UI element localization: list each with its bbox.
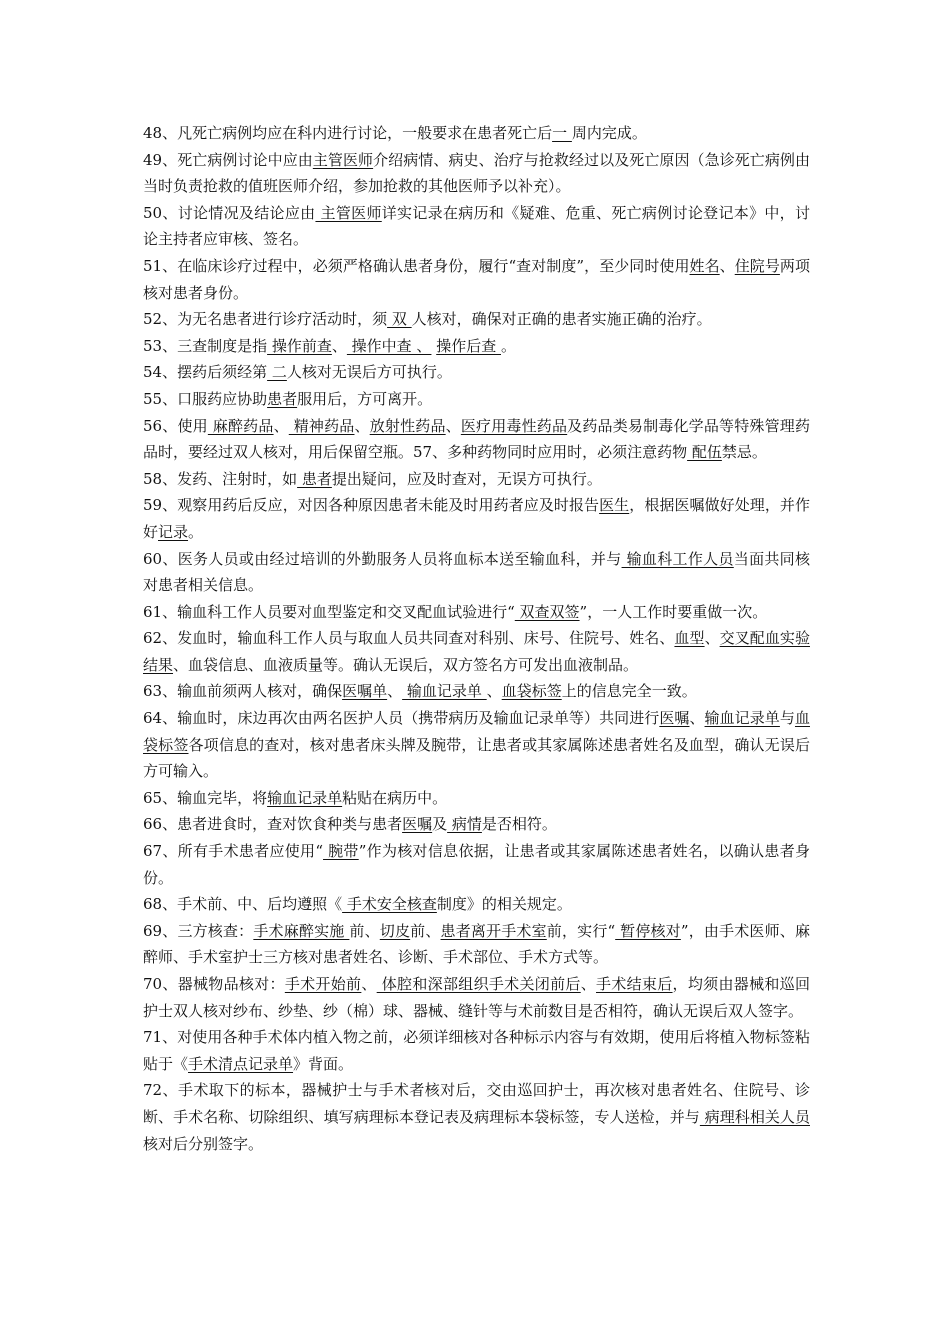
question-text: 人核对无误后方可执行。 — [286, 363, 452, 382]
question-item — [143, 306, 810, 333]
answer-blank: 手术开始前 — [284, 975, 362, 993]
question-text: 、 — [486, 682, 502, 701]
question-item — [143, 200, 810, 253]
question-item — [143, 359, 810, 386]
question-item — [143, 678, 810, 705]
question-item — [143, 918, 810, 971]
question-text: 55、口服药应协助 — [143, 389, 268, 408]
answer-blank: 医嘱单 — [342, 682, 388, 701]
answer-blank: 病理科相关人员 — [699, 1107, 810, 1126]
answer-blank: 腕带 — [323, 842, 359, 861]
question-item — [143, 147, 810, 200]
answer-blank: 操作中查 、 — [346, 336, 432, 355]
question-text: 禁忌。 — [721, 443, 767, 462]
question-item — [143, 253, 810, 306]
answer-blank: 输血记录单 — [267, 788, 343, 807]
answer-blank: 血型 — [674, 629, 705, 648]
answer-blank: 交叉配血实验结果 — [143, 629, 810, 674]
question-text: 当面共同核对患者相关信息。 — [143, 549, 810, 595]
question-item — [143, 546, 810, 599]
question-text: 69、三方核查： — [143, 921, 254, 940]
answer-blank: 主管医师 — [315, 203, 382, 222]
question-text: 各项信息的查对，核对患者床头牌及腕带，让患者或其家属陈述患者姓名及血型，确认无误后方可输入。 — [143, 735, 810, 781]
question-text: 、 — [704, 629, 720, 648]
question-text: 服用后，方可离开。 — [297, 389, 433, 408]
question-text: 51、在临床诊疗过程中，必须严格确认患者身份，履行“查对制度”，至少同时使用 — [143, 256, 690, 275]
answer-blank: 精神药品 — [288, 416, 355, 435]
answer-blank: 主管医师 — [312, 150, 374, 169]
answer-blank: 手术麻醉实施 — [253, 921, 350, 940]
question-item — [143, 466, 810, 493]
question-item — [143, 785, 810, 812]
answer-blank: 体腔和深部组织手术关闭前后 — [376, 975, 581, 993]
question-text: 、 — [354, 416, 370, 435]
answer-blank: 血袋标签 — [143, 709, 810, 754]
answer-blank: 患者离开手术室 — [440, 921, 547, 940]
question-text: 介绍病情、病史、治疗与抢救经过以及死亡原因（急诊死亡病例由当时负责抢救的值班医师介绍，参加抢救的其他医师予以补充）。 — [143, 150, 810, 196]
answer-blank: 双查双签 — [514, 602, 580, 621]
question-text: 61、输血科工作人员要对血型鉴定和交叉配血试验进行“ — [143, 602, 515, 621]
question-item — [143, 891, 810, 918]
answer-blank: 血袋标签 — [501, 682, 562, 701]
answer-blank: 医生 — [599, 496, 630, 515]
question-text: 、 — [273, 416, 289, 435]
question-item — [143, 1077, 810, 1157]
question-text: 上的信息完全一致。 — [561, 682, 697, 701]
question-text: 58、发药、注射时，如 — [143, 469, 298, 488]
question-text: 、 — [361, 975, 377, 993]
question-item — [143, 413, 810, 466]
question-text: 68、手术前、中、后均遵照《 — [143, 895, 343, 914]
question-item — [143, 971, 810, 1024]
question-text: 粘贴在病历中。 — [342, 788, 448, 807]
question-text: 详实记录在病历和《疑难、危重、死亡病例讨论登记本》中，讨论主持者应审核、签名。 — [143, 203, 810, 249]
question-text: 62、发血时，输血科工作人员与取血人员共同查对科别、床号、住院号、姓名、 — [143, 629, 675, 648]
question-item — [143, 1024, 810, 1077]
answer-blank: 配伍 — [687, 443, 722, 462]
question-text: 67、所有手术患者应使用“ — [143, 842, 324, 861]
question-text: 60、医务人员或由经过培训的外勤服务人员将血标本送至输血科，并与 — [143, 549, 622, 568]
answer-blank: 记录 — [158, 522, 189, 541]
answer-blank: 医嘱 — [402, 815, 433, 834]
question-text: 56、使用 — [143, 416, 208, 435]
answer-blank: 患者 — [297, 469, 332, 488]
question-text: 65、输血完毕，将 — [143, 788, 268, 807]
question-text: 66、患者进食时，查对饮食种类与患者 — [143, 815, 403, 834]
question-text: 核对后分别签字。 — [143, 1134, 264, 1153]
answer-blank: 手术安全核查 — [342, 895, 437, 914]
question-item — [143, 838, 810, 891]
question-text: 71、对使用各种手术体内植入物之前，必须详细核对各种标示内容与有效期，使用后将植入物标签粘贴于《 — [143, 1028, 810, 1073]
question-item — [143, 811, 810, 838]
question-text: 前、 — [410, 921, 441, 940]
question-text: 59、观察用药后反应，对因各种原因患者未能及时用药者应及时报告 — [143, 496, 600, 515]
answer-blank: 二 — [267, 363, 287, 382]
question-text: 与 — [779, 709, 795, 728]
answer-blank: 手术清点记录单 — [188, 1054, 294, 1073]
answer-blank: 操作前查 — [267, 336, 332, 355]
question-text: 》背面。 — [293, 1054, 354, 1073]
answer-blank: 双 — [387, 310, 412, 329]
question-text: 、 — [689, 709, 705, 728]
question-text: 周内完成。 — [571, 124, 647, 142]
question-text: ，均须由器械和巡回护士双人核对纱布、纱垫、纱（棉）球、器械、缝针等与术前数目是否相符，确认无误后双人签字。 — [143, 975, 810, 1020]
question-text: ，根据医嘱做好处理，并作好 — [143, 496, 810, 541]
question-text: ”作为核对信息依据，让患者或其家属陈述患者姓名，以确认患者身份。 — [143, 842, 810, 887]
question-text: 、血袋信息、血液质量等。确认无误后，双方签名方可发出血液制品。 — [173, 655, 639, 674]
question-text: 及药品类易制毒化学品等特殊管理药品时，要经过双人核对，用后保留空瓶。57、多种药物同时应用时，必须注意药物 — [143, 416, 810, 462]
question-text: 72、手术取下的标本，器械护士与手术者核对后，交由巡回护士，再次核对患者姓名、住院号、诊断、手术名称、切除组织、填写病理标本登记表及病理标本袋标签，专人送检，并与 — [143, 1081, 810, 1126]
answer-blank: 输血记录单 — [704, 709, 780, 728]
question-text: 54、摆药后须经第 — [143, 363, 268, 382]
answer-blank: 操作后查 — [436, 336, 501, 355]
question-text: ”，由手术医师、麻醉师、手术室护士三方核对患者姓名、诊断、手术部位、手术方式等。 — [143, 921, 810, 967]
question-text: 制度》的相关规定。 — [436, 895, 572, 914]
question-text: 49、死亡病例讨论中应由 — [143, 150, 313, 169]
answer-blank: 暂停核对 — [615, 921, 681, 940]
question-text: 48、凡死亡病例均应在科内进行讨论，一般要求在患者死亡后 — [143, 124, 553, 142]
answer-blank: 医疗用毒性药品 — [460, 416, 568, 435]
question-text: 50、讨论情况及结论应由 — [143, 203, 316, 222]
question-text: 前，实行“ — [546, 921, 616, 940]
question-text: 53、三查制度是指 — [143, 336, 268, 355]
question-item — [143, 625, 810, 678]
answer-blank: 放射性药品 — [369, 416, 446, 435]
answer-blank: 输血记录单 — [402, 682, 487, 701]
question-text: 、 — [580, 975, 597, 993]
question-text: ”，一人工作时要重做一次。 — [579, 602, 768, 621]
question-text: 两项核对患者身份。 — [143, 256, 810, 302]
document-body — [143, 120, 810, 1157]
question-text: 。 — [188, 522, 204, 541]
question-item — [143, 492, 810, 545]
question-text: 前、 — [349, 921, 380, 940]
question-text: 64、输血时，床边再次由两名医护人员（携带病历及输血记录单等）共同进行 — [143, 709, 660, 728]
answer-blank: 住院号 — [734, 256, 780, 275]
question-text: 70、器械物品核对： — [143, 975, 285, 993]
question-item — [143, 333, 810, 360]
question-text: 。 — [501, 336, 517, 355]
answer-blank: 麻醉药品 — [207, 416, 274, 435]
question-item — [143, 120, 810, 147]
question-text: 人核对，确保对正确的患者实施正确的治疗。 — [411, 310, 712, 329]
question-text: 、 — [387, 682, 403, 701]
answer-blank: 患者 — [267, 389, 298, 408]
question-text: 、 — [331, 336, 347, 355]
question-text: 提出疑问，应及时查对，无误方可执行。 — [331, 469, 602, 488]
question-item — [143, 705, 810, 785]
question-item — [143, 386, 810, 413]
question-text: 、 — [445, 416, 461, 435]
answer-blank: 姓名 — [689, 256, 720, 275]
answer-blank: 手术结束后 — [596, 975, 673, 993]
answer-blank: 输血科工作人员 — [621, 549, 734, 568]
question-text: 、 — [719, 256, 735, 275]
question-text: 52、为无名患者进行诊疗活动时，须 — [143, 310, 388, 329]
answer-blank: 一 — [552, 124, 572, 142]
question-text: 63、输血前须两人核对，确保 — [143, 682, 343, 701]
question-text: 是否相符。 — [481, 815, 557, 834]
answer-blank: 医嘱 — [659, 709, 690, 728]
answer-blank: 病情 — [447, 815, 482, 834]
answer-blank: 切皮 — [379, 921, 411, 940]
question-text: 及 — [432, 815, 448, 834]
question-item — [143, 599, 810, 626]
